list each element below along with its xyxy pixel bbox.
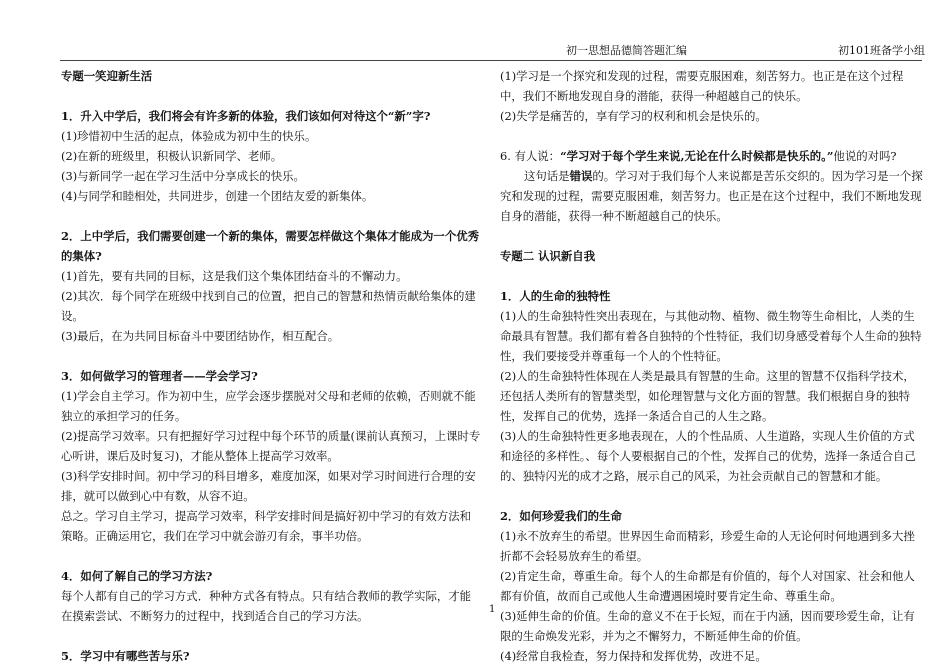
- question-5: 5．学习中有哪些苦与乐?: [61, 649, 190, 663]
- topic2-question-1: 1．人的生命的独特性: [500, 289, 611, 303]
- answer-5-1: (1)学习是一个探究和发现的过程，需要克服困难，刻苦努力。也正是在这个过程中，我们不断地发现自身的潜能，获得一种超越自己的快乐。: [500, 69, 904, 103]
- answer-5-2: (2)失学是痛苦的，享有学习的权利和机会是快乐的。: [500, 109, 767, 123]
- left-column: [61, 66, 481, 666]
- answer-2-2: (2)其次．每个同学在班级中找到自己的位置，把自己的智慧和热情贡献给集体的建设。: [61, 289, 476, 323]
- answer-1-3: (3)与新同学一起在学习生活中分享成长的快乐。: [61, 169, 305, 183]
- header-divider: [60, 60, 922, 61]
- answer-1-2: (2)在新的班级里，积极认识新同学、老师。: [61, 149, 283, 163]
- topic2-answer-2-1: (1)永不放弃生的希望。世界因生命而精彩，珍爱生命的人无论何时何地遇到多大挫折都不会轻易放弃生的希望。: [500, 529, 915, 563]
- question-3: 3．如何做学习的管理者——学会学习?: [61, 369, 258, 383]
- answer-2-1: (1)首先，要有共同的目标，这是我们这个集体团结奋斗的不懈动力。: [61, 269, 408, 283]
- topic2-question-2: 2．如何珍爱我们的生命: [500, 509, 622, 523]
- topic2-answer-1-1: (1)人的生命独特性突出表现在，与其他动物、植物、微生物等生命相比，人类的生命最具有智慧。我们都有着各自独特的个性特征，我们切身感受着每个人生命的独特性，我们要接受并尊重每一个人的个性特征。: [500, 309, 922, 363]
- answer-6-prefix: 这句话是: [524, 169, 570, 183]
- topic-one-title: 专题一笑迎新生活: [61, 69, 153, 83]
- answer-3-1: (1)学会自主学习。作为初中生，应学会逐步摆脱对父母和老师的依赖，否则就不能独立的承担学习的任务。: [61, 389, 476, 423]
- question-1: 1．升入中学后，我们将会有许多新的体验，我们该如何对待这个“新”字?: [61, 109, 431, 123]
- topic-two-title: 专题二 认识新自我: [500, 249, 596, 263]
- right-column: [500, 66, 924, 666]
- answer-1-4: (4)与同学和睦相处，共同进步，创建一个团结友爱的新集体。: [61, 189, 374, 203]
- answer-6-verdict: 错误: [569, 169, 593, 183]
- answer-3-3: (3)科学安排时间。初中学习的科目增多，难度加深，如果对学习时间进行合理的安排，就可以做到心中有数，从容不迫。: [61, 469, 476, 503]
- answer-4-1: 每个人都有自己的学习方式．种种方式各有特点。只有结合教师的教学实际，才能在摸索尝试、不断努力的过程中，找到适合自己的学习方法。: [61, 589, 472, 623]
- question-6-quote: “学习对于每个学生来说,无论在什么时候都是快乐的。”: [560, 149, 834, 163]
- question-4: 4．如何了解自己的学习方法?: [61, 569, 213, 583]
- question-2: 2．上中学后，我们需要创建一个新的集体，需要怎样做这个集体才能成为一个优秀的集体?: [61, 229, 479, 263]
- answer-2-3: (3)最后，在为共同目标奋斗中要团结协作，相互配合。: [61, 329, 340, 343]
- header-group: 初101班备学小组: [838, 44, 925, 57]
- topic2-answer-2-3: (3)延伸生命的价值。生命的意义不在于长短，而在于内涵，因而要珍爱生命，让有限的生命焕发光彩，并为之不懈努力，不断延伸生命的价值。: [500, 609, 915, 643]
- topic2-answer-1-3: (3)人的生命独特性更多地表现在，人的个性品质、人生道路，实现人生价值的方式和途径的多样性。、每个人要根据自己的个性，发挥自己的优势，选择一条适合自己的、独特闪光的成才之路，展示自己的风采，为社会贡献自己的智慧和才能。: [500, 429, 916, 483]
- answer-6: [500, 166, 924, 226]
- question-6: [500, 146, 924, 166]
- answer-3-summary: 总之。学习自主学习，提高学习效率，科学安排时间是搞好初中学习的有效方法和策略。正确运用它，我们在学习中就会游刃有余，事半功倍。: [61, 509, 472, 543]
- topic2-answer-2-4: (4)经常自我检查，努力保持和发挥优势，改进不足。: [500, 649, 767, 663]
- topic2-answer-1-2: (2)人的生命独特性体现在人类是最具有智慧的生命。这里的智慧不仅指科学技术，还包括人类所有的智慧类型，如伦理智慧与文化方面的智慧。我们根据自身的独特性，发挥自己的优势，选择一条适合自己的人生之路。: [500, 369, 915, 423]
- header-title: 初一思想品德简答题汇编: [566, 44, 687, 57]
- answer-1-1: (1)珍惜初中生活的起点，体验成为初中生的快乐。: [61, 129, 317, 143]
- answer-6-body: 的。学习对于我们每个人来说都是苦乐交织的。因为学习是一个探究和发现的过程，需要克服困难，刻苦努力。也正是在这个过程中，我们不断地发现自身的潜能，获得一种不断超越自己的快乐。: [500, 169, 923, 223]
- question-6-prefix: 6. 有人说：: [500, 149, 561, 163]
- topic2-answer-2-2: (2)肯定生命，尊重生命。每个人的生命都是有价值的，每个人对国家、社会和他人都有价值，故而自己或他人生命遭遇困境时要肯定生命、尊重生命。: [500, 569, 915, 603]
- page-number: 1: [489, 604, 496, 615]
- question-6-suffix: 他说的对吗?: [833, 149, 897, 163]
- answer-3-2: (2)提高学习效率。只有把握好学习过程中每个环节的质量(课前认真预习，上课时专心听讲，课后及时复习)，才能从整体上提高学习效率。: [61, 429, 481, 463]
